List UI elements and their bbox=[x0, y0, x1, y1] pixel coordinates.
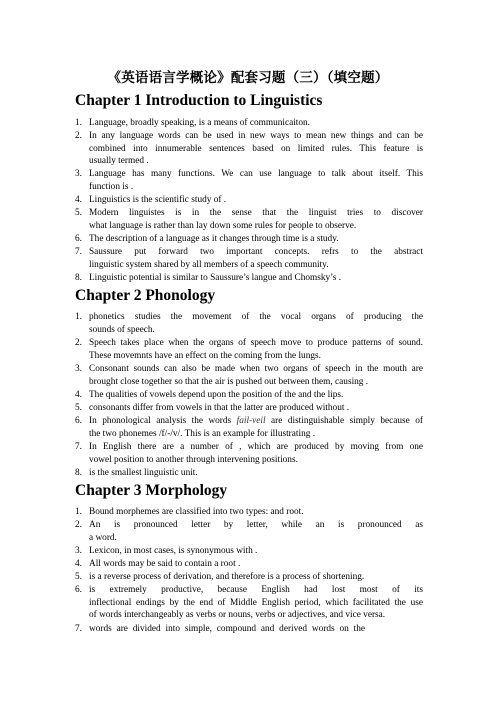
ch1-question-4 bbox=[75, 194, 423, 207]
question-number: 6. bbox=[75, 585, 82, 595]
question-number: 2. bbox=[75, 520, 82, 530]
question-number: 5. bbox=[75, 572, 82, 582]
question-text-line bbox=[89, 415, 423, 428]
question-number: 4. bbox=[75, 390, 82, 400]
question-text: Lexicon, in most cases, is synonymous with . bbox=[89, 546, 258, 556]
ch3-question-4 bbox=[75, 558, 423, 571]
question-number: 4. bbox=[75, 195, 82, 205]
question-text: usually termed . bbox=[89, 156, 149, 167]
question-text: In any language words can be used in new ways to mean new things and can be bbox=[89, 131, 423, 141]
question-number: 4. bbox=[75, 559, 82, 569]
question-number: 5. bbox=[75, 208, 82, 218]
chapter-3-heading: Chapter 3 Morphology bbox=[75, 482, 228, 499]
question-text: In phonological analysis the words bbox=[89, 416, 237, 426]
question-text: The description of a language as it changes through time is a study. bbox=[89, 234, 339, 244]
ch1-question-1 bbox=[75, 117, 423, 130]
ch1-question-6 bbox=[75, 233, 423, 246]
question-number: 1. bbox=[75, 507, 82, 517]
ch3-question-2 bbox=[75, 519, 423, 544]
question-text: An is pronounced letter by letter, while an is pronounced as bbox=[89, 520, 423, 530]
question-text: inflectional endings by the end of Middle English period, which facilitated the use bbox=[89, 597, 423, 608]
question-text: is a reverse process of derivation, and therefore is a process of shortening. bbox=[89, 572, 365, 582]
question-number: 8. bbox=[75, 273, 82, 283]
question-number: 2. bbox=[75, 131, 82, 141]
ch2-question-4 bbox=[75, 389, 423, 402]
question-text: function is . bbox=[89, 181, 134, 192]
ch2-question-7 bbox=[75, 441, 423, 466]
question-text: sounds of speech. bbox=[89, 324, 155, 335]
question-text: Consonant sounds can also be made when two organs of speech in the mouth are bbox=[89, 364, 423, 374]
question-text: brought close together so that the air is pushed out between them, causing . bbox=[89, 376, 369, 387]
question-text: Bound morphemes are classified into two types: and root. bbox=[89, 507, 304, 517]
ch1-question-3 bbox=[75, 168, 423, 193]
question-text: is the smallest linguistic unit. bbox=[89, 468, 198, 478]
ch1-question-2 bbox=[75, 130, 423, 168]
question-text: vowel position to another through intervening positions. bbox=[89, 454, 298, 465]
question-text: combined into innumerable sentences based on limited rules. This feature is bbox=[89, 143, 423, 154]
ch2-question-6 bbox=[75, 415, 423, 440]
question-number: 1. bbox=[75, 118, 82, 128]
question-number: 7. bbox=[75, 442, 82, 452]
question-text: is extremely productive, because English had lost most of its bbox=[89, 585, 423, 595]
question-number: 7. bbox=[75, 247, 82, 257]
question-text: words are divided into simple, compound and derived words on the bbox=[89, 624, 365, 634]
question-text: Speech takes place when the organs of speech move to produce patterns of sound. bbox=[89, 338, 423, 348]
ch2-question-1 bbox=[75, 311, 423, 336]
question-text: of words interchangeably as verbs or nouns, verbs or adjectives, and vice versa. bbox=[89, 610, 386, 621]
question-text: The qualities of vowels depend upon the position of the and the lips. bbox=[89, 390, 344, 400]
chapter-1-heading: Chapter 1 Introduction to Linguistics bbox=[75, 92, 323, 109]
question-text: Modern linguistes is in the sense that the linguist tries to discover bbox=[89, 208, 423, 218]
question-number: 6. bbox=[75, 416, 82, 426]
question-number: 3. bbox=[75, 364, 82, 374]
ch1-question-7 bbox=[75, 246, 423, 271]
question-text: are distinguishable simply because of bbox=[265, 416, 423, 426]
question-number: 6. bbox=[75, 234, 82, 244]
ch2-question-8 bbox=[75, 467, 423, 480]
question-text: consonants differ from vowels in that the latter are produced without . bbox=[89, 403, 350, 413]
question-text: the two phonemes /f/-/v/. This is an example for illustrating . bbox=[89, 428, 316, 439]
ch2-question-2 bbox=[75, 337, 423, 362]
question-text: phonetics studies the movement of the vocal organs of producing the bbox=[89, 312, 423, 322]
question-text: Linguistic potential is similar to Saussure’s langue and Chomsky’s . bbox=[89, 273, 342, 283]
ch3-question-6 bbox=[75, 584, 423, 622]
question-number: 3. bbox=[75, 169, 82, 179]
ch1-question-5 bbox=[75, 207, 423, 232]
ch3-question-3 bbox=[75, 545, 423, 558]
ch3-question-1 bbox=[75, 506, 423, 519]
chapter-2-heading: Chapter 2 Phonology bbox=[75, 287, 216, 304]
question-text: what language is rather than lay down some rules for people to observe. bbox=[89, 220, 357, 231]
question-text: a word. bbox=[89, 532, 117, 543]
ch3-question-5 bbox=[75, 571, 423, 584]
question-number: 8. bbox=[75, 468, 82, 478]
question-text: Language has many functions. We can use language to talk about itself. This bbox=[89, 169, 423, 179]
question-text: Saussure put forward two important concepts. refrs to the abstract bbox=[89, 247, 423, 257]
question-number: 5. bbox=[75, 403, 82, 413]
question-text: Linguistics is the scientific study of . bbox=[89, 195, 227, 205]
question-number: 3. bbox=[75, 546, 82, 556]
question-text: These movemnts have an effect on the coming from the lungs. bbox=[89, 350, 321, 361]
ch3-question-7 bbox=[75, 623, 423, 636]
question-number: 7. bbox=[75, 624, 82, 634]
question-number: 2. bbox=[75, 338, 82, 348]
question-text: All words may be said to contain a root . bbox=[89, 559, 241, 569]
ch2-question-3 bbox=[75, 363, 423, 388]
italic-example: fail-veil bbox=[236, 416, 266, 426]
ch1-question-8 bbox=[75, 272, 423, 285]
page-title: 《英语语言学概论》配套习题（三）（填空题） bbox=[107, 70, 389, 86]
question-text: In English there are a number of , which are produced by moving from one bbox=[89, 442, 423, 452]
question-text: Language, broadly speaking, is a means of communicaiton. bbox=[89, 118, 310, 128]
ch2-question-5 bbox=[75, 402, 423, 415]
question-text: linguistic system shared by all members of a speech community. bbox=[89, 259, 329, 270]
question-number: 1. bbox=[75, 312, 82, 322]
